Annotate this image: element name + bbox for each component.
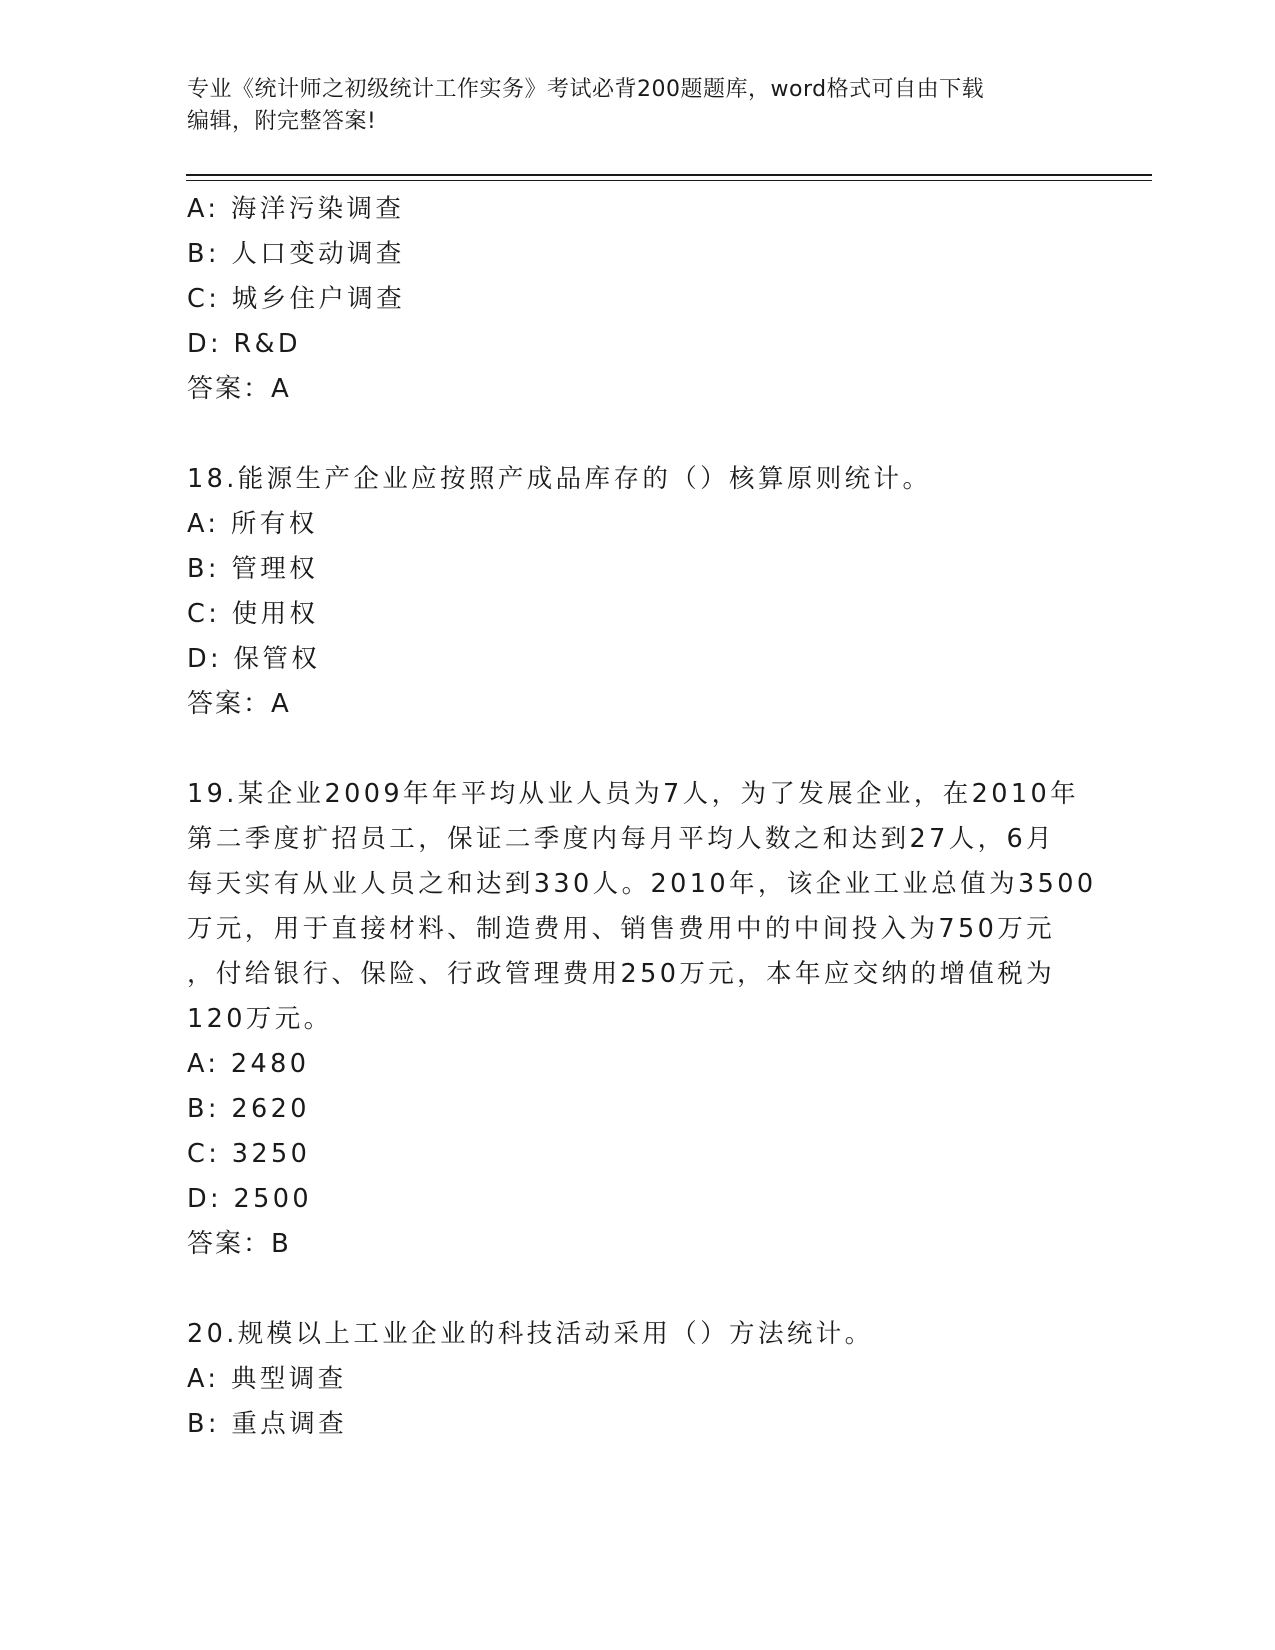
header-line-1: 专业《统计师之初级统计工作实务》考试必背200题题库，word格式可自由下载 bbox=[187, 77, 985, 102]
q18-question: 18.能源生产企业应按照产成品库存的（）核算原则统计。 bbox=[187, 464, 932, 494]
q19-question-line-2: 第二季度扩招员工，保证二季度内每月平均人数之和达到27人，6月 bbox=[187, 824, 1056, 854]
q17-option-d: D: R&D bbox=[187, 329, 301, 359]
q18-option-c: C: 使用权 bbox=[187, 599, 319, 629]
q17-option-a: A: 海洋污染调查 bbox=[187, 194, 405, 224]
q19-option-a: A: 2480 bbox=[187, 1049, 310, 1079]
q19-question-line-5: ，付给银行、保险、行政管理费用250万元，本年应交纳的增值税为 bbox=[187, 959, 1056, 989]
q19-answer-value: B bbox=[271, 1229, 291, 1259]
q18-option-d: D: 保管权 bbox=[187, 644, 321, 674]
document-header bbox=[187, 74, 1087, 138]
q19-answer bbox=[187, 1229, 291, 1259]
q19-answer-label: 答案： bbox=[187, 1229, 272, 1259]
header-divider-thin bbox=[186, 180, 1152, 181]
q19-option-b: B: 2620 bbox=[187, 1094, 310, 1124]
q17-option-c: C: 城乡住户调查 bbox=[187, 284, 406, 314]
header-line-2: 编辑，附完整答案! bbox=[187, 109, 377, 134]
q20-option-a: A: 典型调查 bbox=[187, 1364, 347, 1394]
q18-option-b: B: 管理权 bbox=[187, 554, 319, 584]
q17-answer-value: A bbox=[271, 374, 291, 404]
q19-question-line-6: 120万元。 bbox=[187, 1004, 333, 1034]
q18-answer bbox=[187, 689, 291, 719]
q20-question: 20.规模以上工业企业的科技活动采用（）方法统计。 bbox=[187, 1319, 874, 1349]
q20-option-b: B: 重点调查 bbox=[187, 1409, 347, 1439]
q17-answer bbox=[187, 374, 291, 404]
q19-option-c: C: 3250 bbox=[187, 1139, 311, 1169]
q19-question-line-1: 19.某企业2009年年平均从业人员为7人，为了发展企业，在2010年 bbox=[187, 779, 1080, 809]
q18-answer-value: A bbox=[271, 689, 291, 719]
q18-option-a: A: 所有权 bbox=[187, 509, 318, 539]
header-divider bbox=[186, 174, 1152, 176]
q19-option-d: D: 2500 bbox=[187, 1184, 313, 1214]
q19-question-line-4: 万元，用于直接材料、制造费用、销售费用中的中间投入为750万元 bbox=[187, 914, 1056, 944]
q17-answer-label: 答案： bbox=[187, 374, 272, 404]
q18-answer-label: 答案： bbox=[187, 689, 272, 719]
q19-question-line-3: 每天实有从业人员之和达到330人。2010年，该企业工业总值为3500 bbox=[187, 869, 1097, 899]
q17-option-b: B: 人口变动调查 bbox=[187, 239, 405, 269]
